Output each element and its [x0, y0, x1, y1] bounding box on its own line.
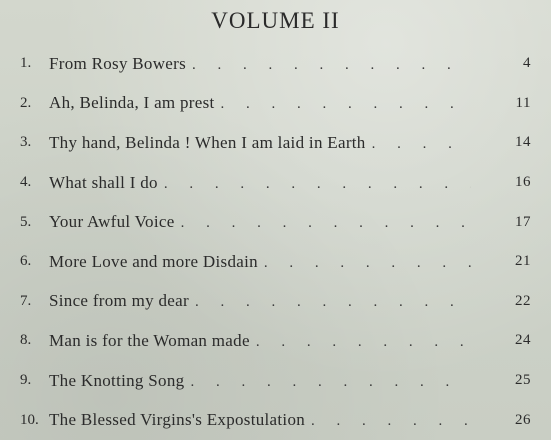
entry-title-row [49, 331, 471, 351]
entry-title-row [49, 212, 471, 232]
entry-page-number: 24 [515, 332, 531, 349]
entry-title-row [49, 410, 471, 430]
entry-title: What shall I do [49, 172, 158, 192]
entry-title: Since from my dear [49, 291, 189, 311]
entry-page-number: 25 [515, 372, 531, 389]
entry-title: From Rosy Bowers [49, 53, 187, 73]
entry-page-number: 16 [515, 174, 531, 191]
entry-title: The Knotting Song [49, 370, 185, 390]
table-of-contents [0, 44, 551, 440]
entry-number: 2. [20, 94, 32, 111]
entry-page-number: 11 [515, 94, 531, 111]
dot-leader [190, 374, 471, 391]
entry-title: More Love and more Disdain [49, 251, 258, 271]
toc-entry [0, 282, 551, 322]
entry-title: The Blessed Virgins's Expostulation [49, 410, 306, 430]
entry-title-row [49, 371, 471, 391]
entry-title-row [49, 291, 471, 311]
entry-title-row [49, 173, 471, 193]
toc-entry [0, 202, 551, 242]
volume-heading: VOLUME II [211, 8, 340, 33]
toc-entry [0, 242, 551, 282]
toc-entry [0, 44, 551, 84]
entry-title: Ah, Belinda, I am prest [49, 93, 215, 113]
entry-number: 6. [20, 253, 32, 270]
entry-page-number: 26 [515, 411, 531, 428]
entry-number: 9. [20, 372, 32, 389]
toc-entry [0, 84, 551, 124]
dot-leader [181, 215, 471, 232]
dot-leader [221, 96, 471, 113]
entry-page-number: 4 [523, 55, 531, 72]
entry-title: Your Awful Voice [49, 212, 175, 232]
entry-number: 10. [20, 411, 39, 428]
dot-leader [311, 413, 471, 430]
entry-title-row [49, 252, 471, 272]
entry-title: Man is for the Woman made [49, 330, 250, 350]
toc-entry [0, 123, 551, 163]
dot-leader [256, 334, 471, 351]
entry-page-number: 22 [515, 292, 531, 309]
entry-title-row [49, 54, 471, 74]
entry-number: 7. [20, 292, 32, 309]
toc-entry [0, 321, 551, 361]
toc-entry [0, 163, 551, 203]
dot-leader [264, 255, 471, 272]
entry-page-number: 21 [515, 253, 531, 270]
entry-title-row [49, 133, 471, 153]
entry-number: 4. [20, 174, 32, 191]
entry-number: 1. [20, 55, 32, 72]
dot-leader [192, 57, 471, 74]
entry-page-number: 14 [515, 134, 531, 151]
entry-number: 3. [20, 134, 32, 151]
entry-number: 5. [20, 213, 32, 230]
toc-entry [0, 361, 551, 401]
entry-title: Thy hand, Belinda ! When I am laid in Earth [49, 132, 366, 152]
entry-title-row [49, 93, 471, 113]
entry-page-number: 17 [515, 213, 531, 230]
dot-leader [372, 136, 471, 153]
toc-entry [0, 400, 551, 440]
dot-leader [164, 176, 471, 193]
entry-number: 8. [20, 332, 32, 349]
dot-leader [195, 294, 471, 311]
